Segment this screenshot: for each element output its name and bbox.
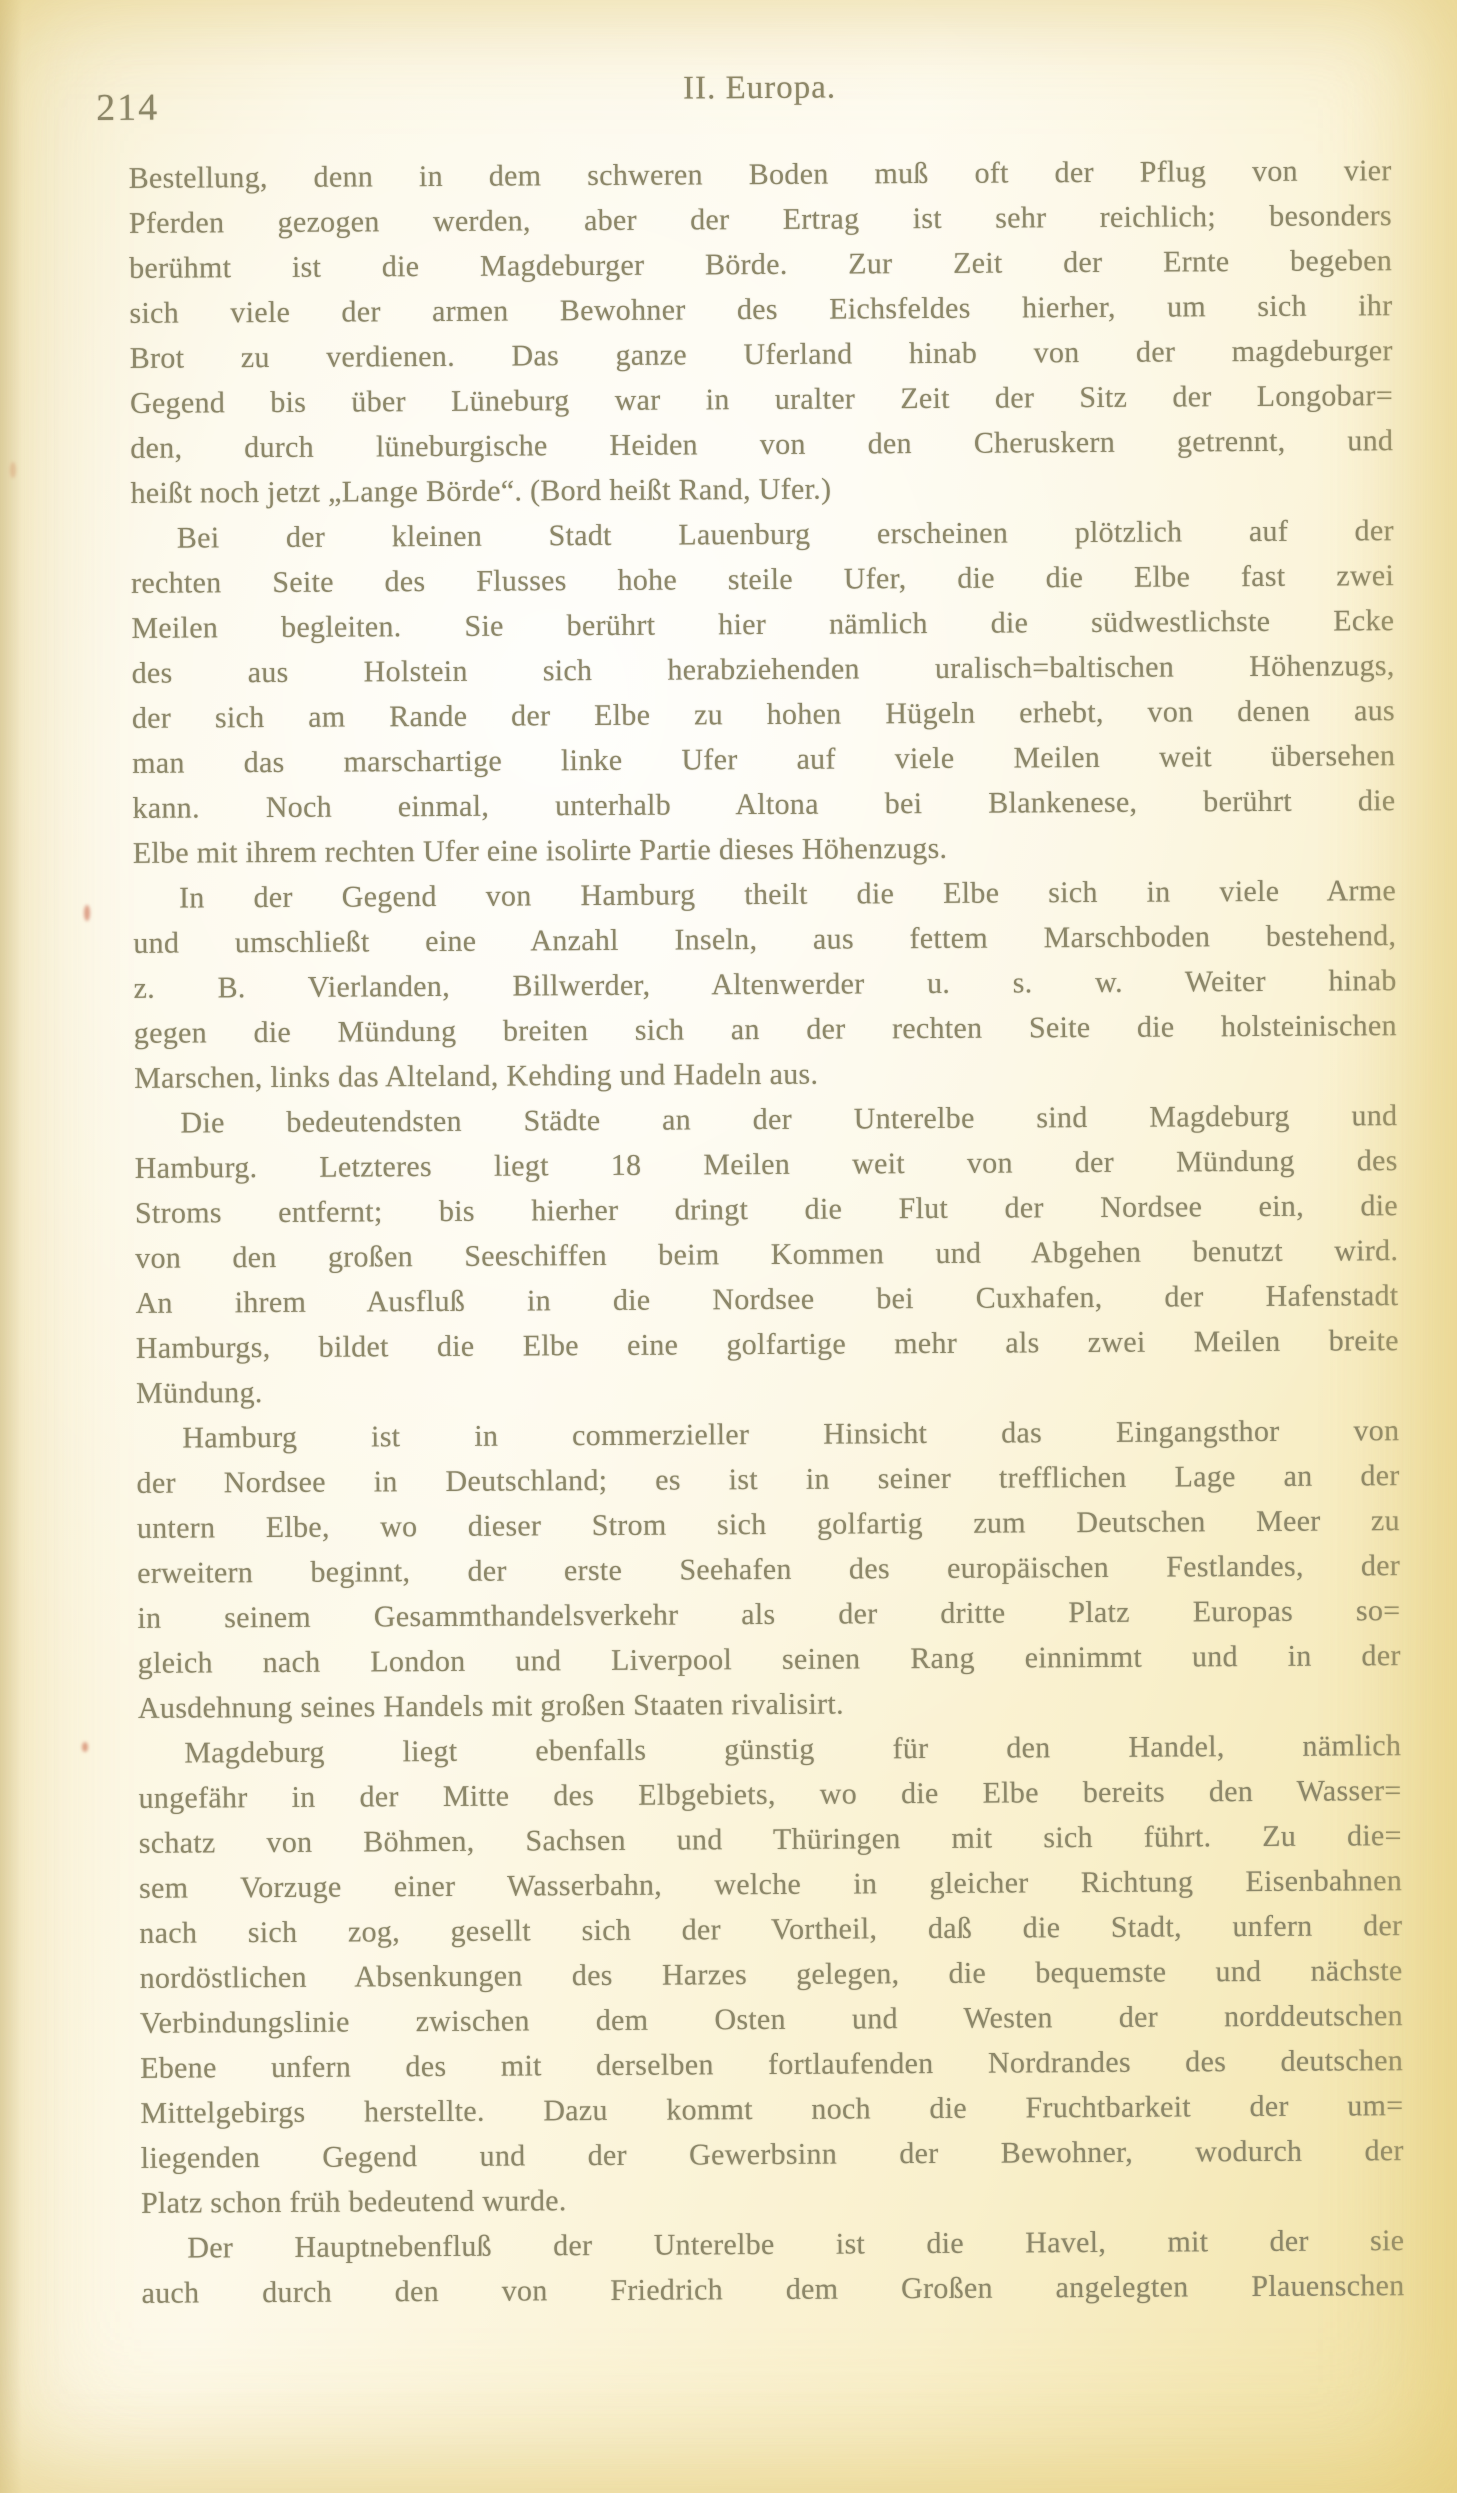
text-line: und umschließt eine Anzahl Inseln, aus fettem Marschboden bestehend,: [133, 919, 1397, 960]
text-line: nordöstlichen Absenkungen des Harzes gelegen, die bequemste und nächste: [139, 1954, 1403, 1995]
text-line: Gegend bis über Lüneburg war in uralter Zeit der Sitz der Longobar=: [129, 379, 1394, 420]
running-header: II. Europa.: [682, 69, 837, 107]
text-line: berühmt ist die Magdeburger Börde. Zur Zeit der Ernte begeben: [129, 244, 1393, 285]
text-line: rechten Seite des Flusses hohe steile Ufer, die die Elbe fast zwei: [131, 559, 1395, 600]
scan-artifact-speck: [82, 1742, 88, 1752]
text-line: Meilen begleiten. Sie berührt hier nämlich die südwestlichste Ecke: [131, 604, 1395, 645]
text-line: Ausdehnung seines Handels mit großen Staaten rivalisirt.: [137, 1687, 844, 1725]
text-line: schatz von Böhmen, Sachsen und Thüringen mit sich führt. Zu die=: [138, 1819, 1402, 1860]
text-line: liegenden Gegend und der Gewerbsinn der Bewohner, wodurch der: [140, 2134, 1404, 2175]
text-line: Verbindungslinie zwischen dem Osten und Westen der norddeutschen: [139, 1999, 1403, 2040]
text-line: Magdeburg liegt ebenfalls günstig für den Handel, nämlich: [184, 1729, 1402, 1770]
text-line: Elbe mit ihrem rechten Ufer eine isolirte Partie dieses Höhenzugs.: [132, 831, 948, 870]
text-line: sich viele der armen Bewohner des Eichsfeldes hierher, um sich ihr: [129, 289, 1393, 330]
text-line: in seinem Gesammthandelsverkehr als der dritte Platz Europas so=: [137, 1594, 1401, 1635]
text-line: Die bedeutendsten Städte an der Unterelbe sind Magdeburg und: [180, 1099, 1398, 1140]
text-line: Bei der kleinen Stadt Lauenburg erscheinen plötzlich auf der: [176, 514, 1394, 555]
text-line: man das marschartige linke Ufer auf viele Meilen weit übersehen: [132, 739, 1396, 780]
text-line: erweitern beginnt, der erste Seehafen des europäischen Festlandes, der: [137, 1549, 1401, 1590]
text-line: An ihrem Ausfluß in die Nordsee bei Cuxhafen, der Hafenstadt: [135, 1279, 1399, 1320]
text-line: von den großen Seeschiffen beim Kommen und Abgehen benutzt wird.: [135, 1234, 1399, 1275]
text-line: der sich am Rande der Elbe zu hohen Hügeln erhebt, von denen aus: [131, 694, 1396, 735]
page-number: 214: [96, 86, 160, 130]
text-line: kann. Noch einmal, unterhalb Altona bei Blankenese, berührt die: [132, 784, 1396, 825]
text-line: der Nordsee in Deutschland; es ist in seiner trefflichen Lage an der: [136, 1459, 1400, 1500]
text-line: In der Gegend von Hamburg theilt die Elbe sich in viele Arme: [178, 874, 1397, 915]
text-line: Mündung.: [135, 1376, 263, 1410]
text-line: sem Vorzuge einer Wasserbahn, welche in gleicher Richtung Eisenbahnen: [138, 1864, 1403, 1905]
text-line: auch durch den von Friedrich dem Großen angelegten Plauenschen: [141, 2269, 1405, 2310]
text-line: Marschen, links das Alteland, Kehding und Hadeln aus.: [134, 1057, 819, 1095]
scan-artifact-speck: [84, 905, 90, 921]
text-line: den, durch lüneburgische Heiden von den Cheruskern getrennt, und: [130, 424, 1394, 465]
text-line: Mittelgebirgs herstellte. Dazu kommt noch die Fruchtbarkeit der um=: [140, 2089, 1404, 2130]
text-line: Bestellung, denn in dem schweren Boden muß oft der Pflug von vier: [128, 154, 1392, 195]
text-line: Brot zu verdienen. Das ganze Uferland hinab von der magdeburger: [129, 334, 1393, 375]
text-line: gleich nach London und Liverpool seinen Rang einnimmt und in der: [137, 1639, 1401, 1680]
text-line: Stroms entfernt; bis hierher dringt die Flut der Nordsee ein, die: [134, 1189, 1399, 1230]
text-line: ungefähr in der Mitte des Elbgebiets, wo die Elbe bereits den Wasser=: [138, 1774, 1402, 1815]
text-line: heißt noch jetzt „Lange Börde“. (Bord heißt Rand, Ufer.): [130, 472, 832, 510]
text-line: des aus Holstein sich herabziehenden uralisch=baltischen Höhenzugs,: [131, 649, 1395, 690]
scan-left-edge-shadow: [0, 0, 22, 2493]
text-line: Hamburgs, bildet die Elbe eine golfartige mehr als zwei Meilen breite: [135, 1324, 1399, 1365]
text-line: Der Hauptnebenfluß der Unterelbe ist die Havel, mit der sie: [187, 2224, 1405, 2265]
text-line: Hamburg. Letzteres liegt 18 Meilen weit von der Mündung des: [134, 1144, 1398, 1185]
text-line: Ebene unfern des mit derselben fortlaufenden Nordrandes des deutschen: [140, 2044, 1404, 2085]
text-line: untern Elbe, wo dieser Strom sich golfartig zum Deutschen Meer zu: [136, 1504, 1400, 1545]
text-line: nach sich zog, gesellt sich der Vortheil, daß die Stadt, unfern der: [139, 1909, 1403, 1950]
text-line: Platz schon früh bedeutend wurde.: [140, 2184, 567, 2220]
text-block: [129, 148, 1405, 2316]
text-line: z. B. Vierlanden, Billwerder, Altenwerder u. s. w. Weiter hinab: [133, 964, 1397, 1005]
text-line: gegen die Mündung breiten sich an der rechten Seite die holsteinischen: [133, 1009, 1397, 1050]
text-line: Hamburg ist in commerzieller Hinsicht das Eingangsthor von: [182, 1414, 1400, 1455]
text-line: Pferden gezogen werden, aber der Ertrag ist sehr reichlich; besonders: [128, 199, 1393, 240]
page-header: [96, 66, 1391, 130]
scan-artifact-speck: [10, 462, 16, 478]
page-content: [96, 66, 1405, 2316]
